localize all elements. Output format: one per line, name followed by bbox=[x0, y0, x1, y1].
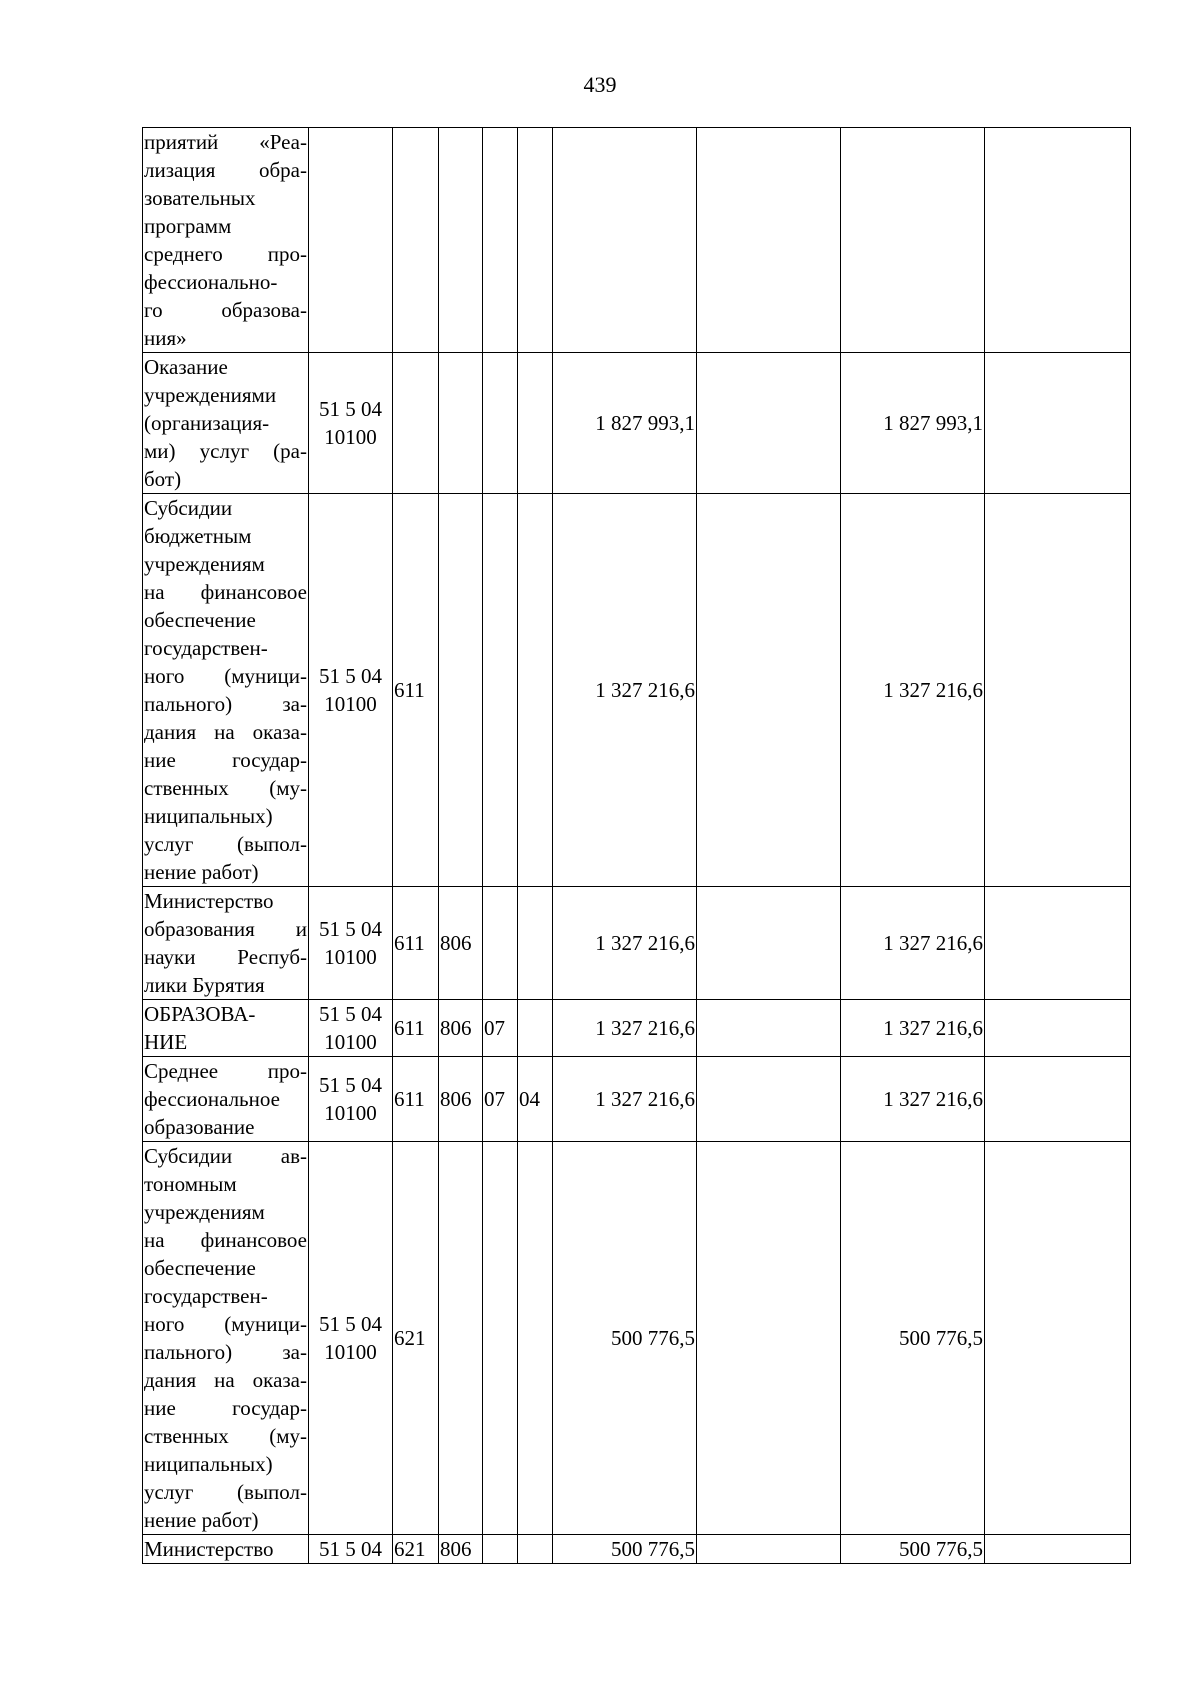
section-cell bbox=[483, 887, 518, 1000]
section-cell bbox=[483, 1142, 518, 1535]
amount-cell bbox=[697, 887, 841, 1000]
subsection-cell bbox=[518, 887, 553, 1000]
amount-cell bbox=[985, 1057, 1131, 1142]
target-article-cell: 51 5 04 10100 bbox=[309, 494, 393, 887]
expense-type-cell bbox=[393, 128, 439, 353]
row-name-line: обеспечение bbox=[144, 608, 256, 632]
department-cell bbox=[439, 128, 483, 353]
row-name-line: ние государ- bbox=[144, 1396, 307, 1420]
row-name-line: Министерство bbox=[144, 889, 274, 913]
row-name-line: дания на оказа- bbox=[144, 720, 307, 744]
row-name-line: образование bbox=[144, 1115, 255, 1139]
row-name-line: нение работ) bbox=[144, 1508, 259, 1532]
row-name-line: учреждениями bbox=[144, 383, 277, 407]
amount-cell bbox=[985, 1000, 1131, 1057]
department-cell: 806 bbox=[439, 1000, 483, 1057]
subsection-cell bbox=[518, 128, 553, 353]
amount-cell bbox=[985, 1535, 1131, 1564]
row-name-line: фессионально- bbox=[144, 270, 278, 294]
section-cell bbox=[483, 353, 518, 494]
amount-cell: 500 776,5 bbox=[841, 1142, 985, 1535]
target-article-cell: 51 5 04 10100 bbox=[309, 887, 393, 1000]
row-name-line: на финансовое bbox=[144, 580, 307, 604]
amount-cell bbox=[985, 887, 1131, 1000]
amount-cell: 500 776,5 bbox=[841, 1535, 985, 1564]
amount-cell bbox=[985, 353, 1131, 494]
amount-cell bbox=[985, 494, 1131, 887]
amount-cell: 1 827 993,1 bbox=[553, 353, 697, 494]
row-name-line: учреждениям bbox=[144, 1200, 265, 1224]
row-name-line: образования и bbox=[144, 917, 307, 941]
row-name-line: программ bbox=[144, 214, 232, 238]
amount-cell: 1 327 216,6 bbox=[841, 494, 985, 887]
department-cell: 806 bbox=[439, 1057, 483, 1142]
amount-cell: 1 327 216,6 bbox=[553, 887, 697, 1000]
table-row bbox=[143, 1057, 1131, 1142]
target-article-cell bbox=[309, 128, 393, 353]
amount-cell: 1 327 216,6 bbox=[553, 1057, 697, 1142]
row-name-line: ми) услуг (ра- bbox=[144, 439, 307, 463]
target-article-cell: 51 5 04 10100 bbox=[309, 1142, 393, 1535]
department-cell: 806 bbox=[439, 1535, 483, 1564]
amount-cell bbox=[697, 1535, 841, 1564]
section-cell bbox=[483, 1535, 518, 1564]
expense-type-cell: 611 bbox=[393, 887, 439, 1000]
row-name-line: пального) за- bbox=[144, 1340, 307, 1364]
budget-table bbox=[142, 127, 1131, 1564]
table-row bbox=[143, 494, 1131, 887]
row-name-line: бот) bbox=[144, 467, 182, 491]
amount-cell bbox=[697, 353, 841, 494]
amount-cell bbox=[697, 1142, 841, 1535]
subsection-cell bbox=[518, 1000, 553, 1057]
row-name-line: государствен- bbox=[144, 636, 268, 660]
row-name-line: Среднее про- bbox=[144, 1059, 307, 1083]
row-name-line: Оказание bbox=[144, 355, 228, 379]
row-name-cell bbox=[143, 128, 309, 353]
target-article-cell: 51 5 04 10100 bbox=[309, 353, 393, 494]
row-name-cell bbox=[143, 353, 309, 494]
amount-cell bbox=[841, 128, 985, 353]
amount-cell: 1 327 216,6 bbox=[553, 494, 697, 887]
amount-cell: 500 776,5 bbox=[553, 1535, 697, 1564]
table-row bbox=[143, 887, 1131, 1000]
row-name-line: пального) за- bbox=[144, 692, 307, 716]
row-name-line: приятий «Реа- bbox=[144, 130, 307, 154]
subsection-cell: 04 bbox=[518, 1057, 553, 1142]
row-name-cell bbox=[143, 494, 309, 887]
row-name-line: Субсидии ав- bbox=[144, 1144, 307, 1168]
row-name-cell bbox=[143, 887, 309, 1000]
department-cell bbox=[439, 1142, 483, 1535]
expense-type-cell: 611 bbox=[393, 1000, 439, 1057]
page-number: 439 bbox=[583, 72, 617, 97]
subsection-cell bbox=[518, 1142, 553, 1535]
amount-cell bbox=[697, 494, 841, 887]
target-article-cell: 51 5 04 bbox=[309, 1535, 393, 1564]
section-cell bbox=[483, 128, 518, 353]
row-name-line: обеспечение bbox=[144, 1256, 256, 1280]
subsection-cell bbox=[518, 1535, 553, 1564]
row-name-line: ОБРАЗОВА- bbox=[144, 1002, 256, 1026]
row-name-line: Министерство bbox=[144, 1537, 274, 1561]
amount-cell: 500 776,5 bbox=[553, 1142, 697, 1535]
amount-cell: 1 327 216,6 bbox=[553, 1000, 697, 1057]
row-name-line: НИЕ bbox=[144, 1030, 188, 1054]
row-name-cell bbox=[143, 1535, 309, 1564]
amount-cell bbox=[553, 128, 697, 353]
row-name-line: нение работ) bbox=[144, 860, 259, 884]
department-cell bbox=[439, 353, 483, 494]
amount-cell: 1 327 216,6 bbox=[841, 1057, 985, 1142]
row-name-line: го образова- bbox=[144, 298, 307, 322]
row-name-line: тономным bbox=[144, 1172, 237, 1196]
section-cell: 07 bbox=[483, 1000, 518, 1057]
subsection-cell bbox=[518, 353, 553, 494]
row-name-line: бюджетным bbox=[144, 524, 252, 548]
row-name-cell bbox=[143, 1142, 309, 1535]
expense-type-cell: 611 bbox=[393, 494, 439, 887]
row-name-line: ного (муници- bbox=[144, 664, 307, 688]
target-article-cell: 51 5 04 10100 bbox=[309, 1000, 393, 1057]
department-cell bbox=[439, 494, 483, 887]
row-name-line: зовательных bbox=[144, 186, 256, 210]
amount-cell: 1 327 216,6 bbox=[841, 887, 985, 1000]
row-name-line: среднего про- bbox=[144, 242, 307, 266]
expense-type-cell: 611 bbox=[393, 1057, 439, 1142]
row-name-line: услуг (выпол- bbox=[144, 1480, 307, 1504]
amount-cell: 1 827 993,1 bbox=[841, 353, 985, 494]
row-name-line: государствен- bbox=[144, 1284, 268, 1308]
target-article-cell: 51 5 04 10100 bbox=[309, 1057, 393, 1142]
row-name-line: ниципальных) bbox=[144, 804, 273, 828]
row-name-line: Субсидии bbox=[144, 496, 233, 520]
row-name-line: дания на оказа- bbox=[144, 1368, 307, 1392]
expense-type-cell bbox=[393, 353, 439, 494]
row-name-line: ния» bbox=[144, 326, 187, 350]
row-name-line: фессиональное bbox=[144, 1087, 280, 1111]
table-row bbox=[143, 1535, 1131, 1564]
expense-type-cell: 621 bbox=[393, 1142, 439, 1535]
expense-type-cell: 621 bbox=[393, 1535, 439, 1564]
subsection-cell bbox=[518, 494, 553, 887]
row-name-line: ние государ- bbox=[144, 748, 307, 772]
table-row bbox=[143, 1000, 1131, 1057]
amount-cell: 1 327 216,6 bbox=[841, 1000, 985, 1057]
table-row bbox=[143, 353, 1131, 494]
row-name-line: ниципальных) bbox=[144, 1452, 273, 1476]
row-name-line: лики Бурятия bbox=[144, 973, 265, 997]
section-cell bbox=[483, 494, 518, 887]
amount-cell bbox=[697, 128, 841, 353]
row-name-line: ного (муници- bbox=[144, 1312, 307, 1336]
row-name-line: науки Респуб- bbox=[144, 945, 307, 969]
row-name-line: услуг (выпол- bbox=[144, 832, 307, 856]
row-name-line: (организация- bbox=[144, 411, 270, 435]
table-row bbox=[143, 128, 1131, 353]
amount-cell bbox=[985, 128, 1131, 353]
row-name-cell bbox=[143, 1000, 309, 1057]
section-cell: 07 bbox=[483, 1057, 518, 1142]
row-name-line: учреждениям bbox=[144, 552, 265, 576]
row-name-cell bbox=[143, 1057, 309, 1142]
amount-cell bbox=[697, 1000, 841, 1057]
table-body bbox=[143, 128, 1131, 1564]
department-cell: 806 bbox=[439, 887, 483, 1000]
row-name-line: на финансовое bbox=[144, 1228, 307, 1252]
amount-cell bbox=[985, 1142, 1131, 1535]
amount-cell bbox=[697, 1057, 841, 1142]
row-name-line: ственных (му- bbox=[144, 776, 307, 800]
row-name-line: ственных (му- bbox=[144, 1424, 307, 1448]
table-row bbox=[143, 1142, 1131, 1535]
row-name-line: лизация обра- bbox=[144, 158, 307, 182]
